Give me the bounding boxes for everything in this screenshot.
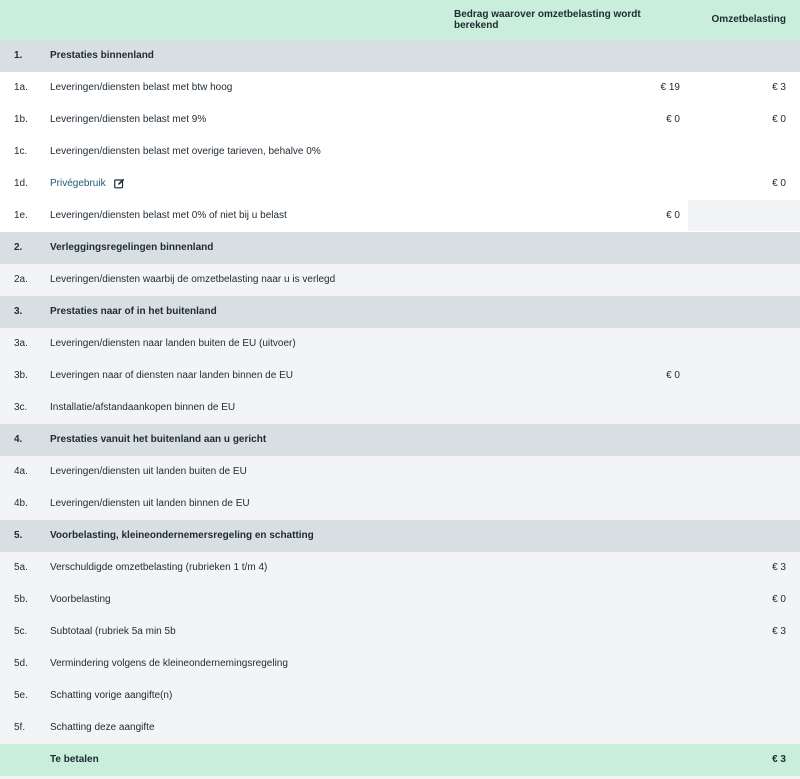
row-description-cell bbox=[36, 328, 454, 359]
row-tax bbox=[688, 520, 800, 551]
table-row bbox=[0, 104, 800, 136]
table-row bbox=[0, 72, 800, 104]
row-code: 4b. bbox=[14, 498, 28, 509]
header-tax-label: Omzetbelasting bbox=[711, 14, 786, 25]
row-label: Schatting vorige aangifte(n) bbox=[50, 690, 173, 701]
row-tax bbox=[688, 232, 800, 263]
row-description-cell bbox=[36, 488, 454, 519]
table-row bbox=[0, 168, 800, 200]
section-row bbox=[0, 520, 800, 552]
row-amount: € 0 bbox=[666, 114, 680, 125]
row-amount bbox=[454, 136, 688, 167]
row-label: Installatie/afstandaankopen binnen de EU bbox=[50, 402, 236, 413]
row-amount bbox=[454, 328, 688, 359]
row-description-cell bbox=[36, 168, 454, 199]
row-label: Leveringen/diensten naar landen buiten de EU (uitvoer) bbox=[50, 338, 296, 349]
row-tax bbox=[688, 360, 800, 391]
row-description-cell bbox=[36, 680, 454, 711]
row-tax: € 0 bbox=[772, 178, 786, 189]
row-description-cell bbox=[36, 264, 454, 295]
header-amount-label: Bedrag waarover omzetbelasting wordt berekend bbox=[454, 8, 641, 31]
row-amount bbox=[454, 552, 688, 583]
row-label: Subtotaal (rubriek 5a min 5b bbox=[50, 626, 176, 637]
row-description-cell bbox=[36, 232, 454, 263]
row-label: Verschuldigde omzetbelasting (rubrieken 1 t/m 4) bbox=[50, 562, 268, 573]
row-amount bbox=[454, 456, 688, 487]
row-label: Te betalen bbox=[50, 754, 99, 765]
row-description-cell bbox=[36, 296, 454, 327]
total-row bbox=[0, 744, 800, 776]
row-amount: € 19 bbox=[660, 82, 680, 93]
row-amount bbox=[454, 232, 688, 263]
row-description-cell bbox=[36, 616, 454, 647]
row-code: 4. bbox=[14, 434, 23, 445]
row-label: Leveringen/diensten uit landen binnen de EU bbox=[50, 498, 250, 509]
row-code: 3a. bbox=[14, 338, 28, 349]
row-tax bbox=[688, 136, 800, 167]
table-row bbox=[0, 264, 800, 296]
header-description-cell bbox=[36, 0, 454, 39]
section-row bbox=[0, 40, 800, 72]
row-description-cell bbox=[36, 200, 454, 231]
row-description-cell bbox=[36, 424, 454, 455]
row-amount bbox=[454, 168, 688, 199]
row-code: 1a. bbox=[14, 82, 28, 93]
row-tax bbox=[688, 424, 800, 455]
row-code: 2a. bbox=[14, 274, 28, 285]
row-code: 5a. bbox=[14, 562, 28, 573]
row-tax bbox=[688, 264, 800, 295]
row-label: Leveringen naar of diensten naar landen binnen de EU bbox=[50, 370, 293, 381]
section-row bbox=[0, 232, 800, 264]
row-tax: € 3 bbox=[772, 82, 786, 93]
row-description-cell bbox=[36, 712, 454, 743]
row-label: Leveringen/diensten belast met btw hoog bbox=[50, 82, 233, 93]
row-description-cell bbox=[36, 520, 454, 551]
row-tax: € 3 bbox=[772, 626, 786, 637]
row-code: 4a. bbox=[14, 466, 28, 477]
row-description-cell bbox=[36, 104, 454, 135]
table-row bbox=[0, 712, 800, 744]
row-label: Voorbelasting bbox=[50, 594, 111, 605]
table-row bbox=[0, 136, 800, 168]
row-label: Prestaties vanuit het buitenland aan u gericht bbox=[50, 434, 267, 445]
row-amount bbox=[454, 744, 688, 775]
table-row bbox=[0, 328, 800, 360]
row-amount bbox=[454, 616, 688, 647]
privegebruik-link[interactable]: Privégebruik bbox=[50, 178, 106, 189]
row-code: 5. bbox=[14, 530, 23, 541]
row-code bbox=[0, 744, 36, 775]
row-tax bbox=[688, 648, 800, 679]
row-code: 3b. bbox=[14, 370, 28, 381]
row-code: 5e. bbox=[14, 690, 28, 701]
row-description-cell bbox=[36, 648, 454, 679]
row-label: Prestaties binnenland bbox=[50, 50, 154, 61]
row-amount bbox=[454, 520, 688, 551]
table-row bbox=[0, 648, 800, 680]
table-body bbox=[0, 40, 800, 776]
row-amount bbox=[454, 488, 688, 519]
table-header bbox=[0, 0, 800, 40]
header-code-cell bbox=[0, 0, 36, 39]
row-code: 3c. bbox=[14, 402, 28, 413]
table-row bbox=[0, 392, 800, 424]
row-tax bbox=[688, 296, 800, 327]
row-label: Leveringen/diensten waarbij de omzetbelasting naar u is verlegd bbox=[50, 274, 336, 285]
row-tax bbox=[688, 40, 800, 71]
table-row bbox=[0, 584, 800, 616]
row-label: Leveringen/diensten uit landen buiten de EU bbox=[50, 466, 247, 477]
row-label: Leveringen/diensten belast met 9% bbox=[50, 114, 207, 125]
row-tax bbox=[688, 680, 800, 711]
table-row bbox=[0, 552, 800, 584]
row-tax bbox=[688, 328, 800, 359]
row-code: 5d. bbox=[14, 658, 28, 669]
row-code: 2. bbox=[14, 242, 23, 253]
row-amount bbox=[454, 424, 688, 455]
row-code: 5f. bbox=[14, 722, 26, 733]
row-label: Prestaties naar of in het buitenland bbox=[50, 306, 217, 317]
row-code: 1. bbox=[14, 50, 23, 61]
row-tax bbox=[688, 200, 800, 231]
row-amount bbox=[454, 680, 688, 711]
row-description-cell bbox=[36, 456, 454, 487]
row-label: Vermindering volgens de kleineondernemingsregeling bbox=[50, 658, 288, 669]
table-row bbox=[0, 616, 800, 648]
row-amount: € 0 bbox=[666, 210, 680, 221]
row-description-cell bbox=[36, 72, 454, 103]
row-code: 5b. bbox=[14, 594, 28, 605]
row-label: Voorbelasting, kleineondernemersregeling en schatting bbox=[50, 530, 314, 541]
row-code: 3. bbox=[14, 306, 23, 317]
row-amount bbox=[454, 584, 688, 615]
row-tax bbox=[688, 712, 800, 743]
row-label: Leveringen/diensten belast met 0% of niet bij u belast bbox=[50, 210, 287, 221]
row-tax: € 3 bbox=[772, 562, 786, 573]
table-row bbox=[0, 200, 800, 232]
row-tax bbox=[688, 392, 800, 423]
row-code: 5c. bbox=[14, 626, 28, 637]
row-amount: € 0 bbox=[666, 370, 680, 381]
table-row bbox=[0, 488, 800, 520]
section-row bbox=[0, 424, 800, 456]
table-row bbox=[0, 680, 800, 712]
row-amount bbox=[454, 296, 688, 327]
row-tax: € 0 bbox=[772, 594, 786, 605]
edit-icon[interactable] bbox=[114, 178, 125, 189]
row-code: 1e. bbox=[14, 210, 28, 221]
row-description-cell bbox=[36, 360, 454, 391]
row-label: Verleggingsregelingen binnenland bbox=[50, 242, 214, 253]
row-description-cell bbox=[36, 40, 454, 71]
row-description-cell bbox=[36, 744, 454, 775]
row-description-cell bbox=[36, 584, 454, 615]
row-code: 1b. bbox=[14, 114, 28, 125]
row-code: 1d. bbox=[14, 178, 28, 189]
row-code: 1c. bbox=[14, 146, 28, 157]
row-tax bbox=[688, 488, 800, 519]
row-label: Schatting deze aangifte bbox=[50, 722, 155, 733]
row-amount bbox=[454, 712, 688, 743]
row-amount bbox=[454, 40, 688, 71]
row-description-cell bbox=[36, 392, 454, 423]
row-amount bbox=[454, 648, 688, 679]
row-amount bbox=[454, 392, 688, 423]
row-tax: € 3 bbox=[772, 754, 786, 765]
row-description-cell bbox=[36, 552, 454, 583]
row-amount bbox=[454, 264, 688, 295]
row-tax bbox=[688, 456, 800, 487]
table-row bbox=[0, 360, 800, 392]
row-description-cell bbox=[36, 136, 454, 167]
row-tax: € 0 bbox=[772, 114, 786, 125]
section-row bbox=[0, 296, 800, 328]
row-label: Leveringen/diensten belast met overige tarieven, behalve 0% bbox=[50, 146, 321, 157]
table-row bbox=[0, 456, 800, 488]
